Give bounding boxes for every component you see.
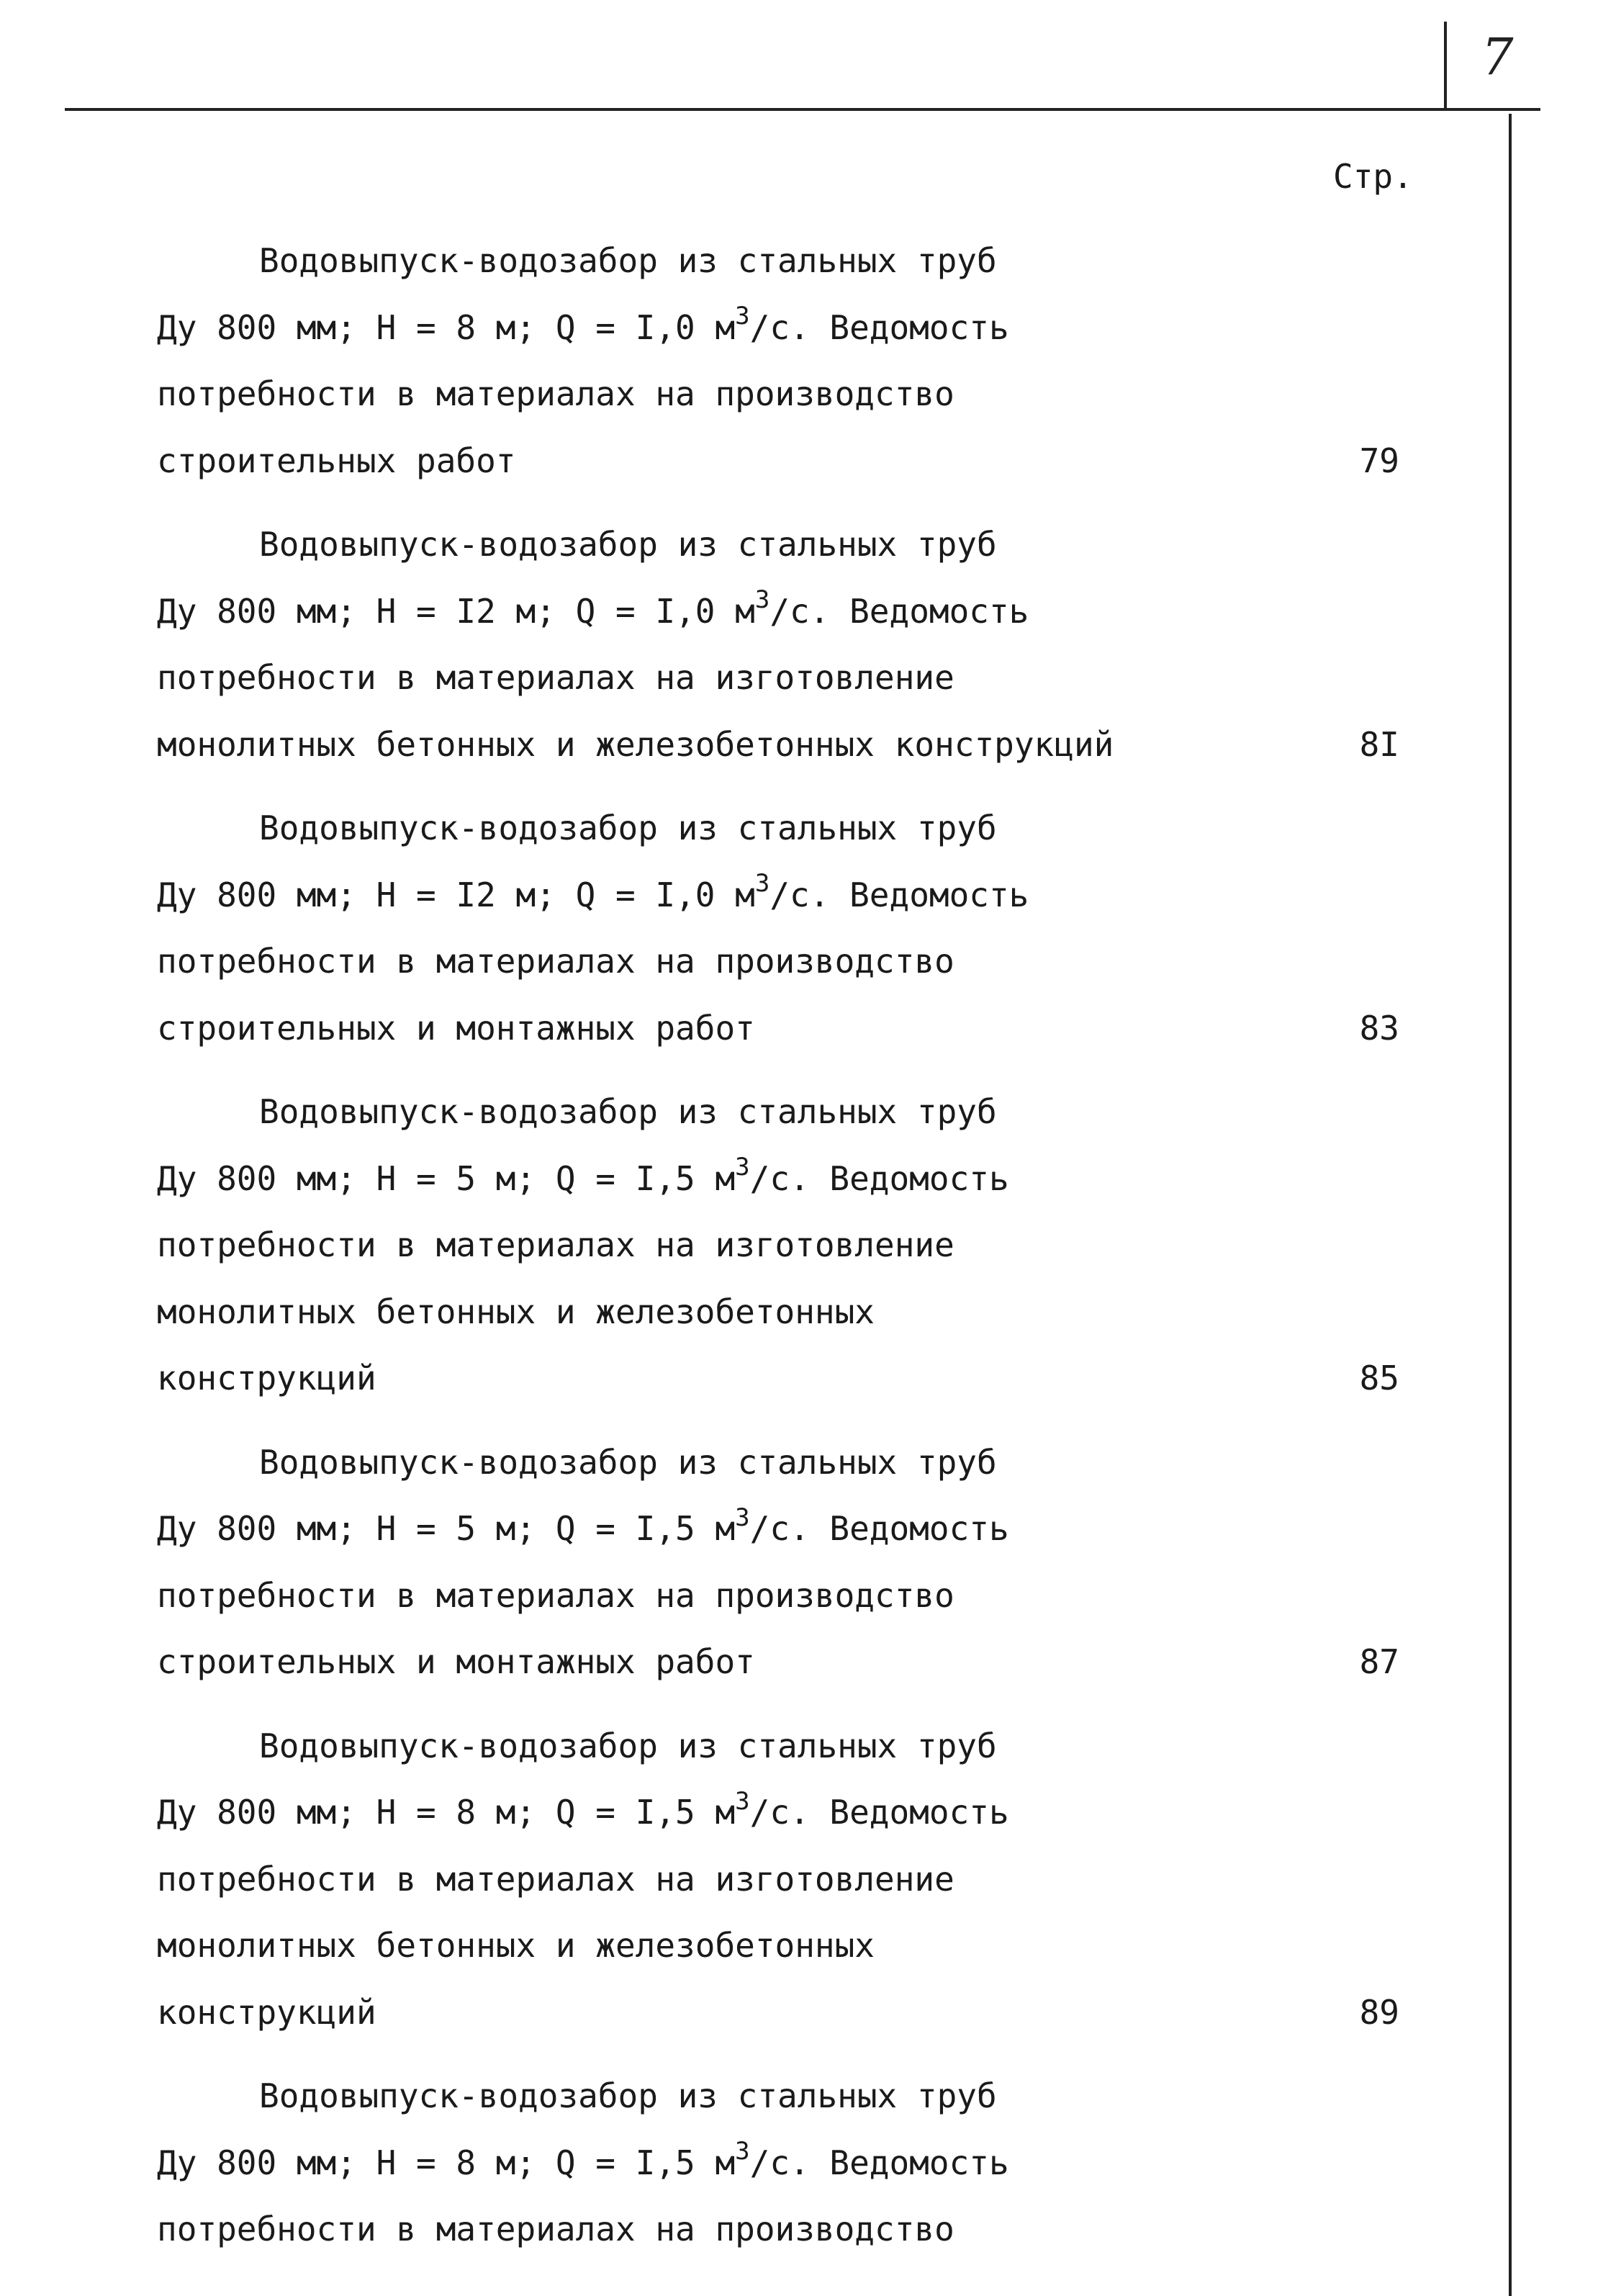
formula-text-tail: /с. Ведомость xyxy=(749,1793,1009,1832)
toc-entry-line: потребности в материалах на производство xyxy=(157,374,954,413)
right-frame-line xyxy=(1509,114,1512,2296)
unit-exponent: 3 xyxy=(735,1786,750,1816)
formula-text: Ду 800 мм; Н = 8 м; Q = I,5 м xyxy=(157,2143,736,2182)
toc-entry-line xyxy=(157,294,1438,361)
toc-entry-line: строительных и монтажных работ xyxy=(157,1642,755,1681)
toc-entry xyxy=(157,2063,1438,2263)
toc-entry xyxy=(157,511,1438,778)
formula-text-tail: /с. Ведомость xyxy=(769,591,1029,631)
toc-entry-line: Водовыпуск-водозабор из стальных труб xyxy=(259,1442,997,1482)
page-column-heading: Стр. xyxy=(1333,157,1413,196)
toc-entry xyxy=(157,1713,1438,2046)
unit-exponent: 3 xyxy=(735,1153,750,1182)
toc-entry-page-number: 79 xyxy=(1359,441,1399,480)
toc-entry-line: Водовыпуск-водозабор из стальных труб xyxy=(259,1092,997,1131)
formula-text-tail: /с. Ведомость xyxy=(769,875,1029,914)
page-number: 7 xyxy=(1481,27,1514,86)
toc-entry xyxy=(157,795,1438,1061)
table-of-contents xyxy=(157,228,1438,2280)
toc-entry-line: потребности в материалах на изготовление xyxy=(157,658,954,697)
toc-entry-line xyxy=(157,1145,1438,1212)
toc-entry-line: конструкций xyxy=(157,1992,376,2032)
toc-entry-line: строительных работ xyxy=(157,441,516,480)
toc-entry-line: монолитных бетонных и железобетонных xyxy=(157,1926,875,1965)
corner-frame-line xyxy=(1444,22,1447,109)
formula-text-tail: /с. Ведомость xyxy=(749,2143,1009,2182)
formula-text: Ду 800 мм; Н = 8 м; Q = I,0 м xyxy=(157,307,736,347)
toc-entry-line xyxy=(157,578,1438,645)
toc-entry-line: потребности в материалах на изготовление xyxy=(157,1225,954,1264)
toc-entry xyxy=(157,1429,1438,1696)
toc-entry-line: Водовыпуск-водозабор из стальных труб xyxy=(259,241,997,280)
toc-entry xyxy=(157,228,1438,494)
toc-entry xyxy=(157,1079,1438,1412)
toc-entry-line: конструкций xyxy=(157,1359,376,1397)
toc-entry-line xyxy=(157,862,1438,929)
toc-entry-line: потребности в материалах на производство xyxy=(157,1575,954,1615)
toc-entry-line: потребности в материалах на производство xyxy=(157,942,954,981)
toc-entry-line: строительных и монтажных работ xyxy=(157,1008,755,1048)
toc-entry-page-number: 89 xyxy=(1359,1992,1399,2032)
formula-text-tail: /с. Ведомость xyxy=(749,1158,1009,1198)
unit-exponent: 3 xyxy=(735,302,750,331)
toc-entry-line xyxy=(157,2130,1438,2197)
unit-exponent: 3 xyxy=(735,1503,750,1532)
toc-entry-line: потребности в материалах на изготовление xyxy=(157,1859,954,1899)
toc-entry-line xyxy=(157,1779,1438,1846)
formula-text: Ду 800 мм; Н = 8 м; Q = I,5 м xyxy=(157,1793,736,1832)
unit-exponent: 3 xyxy=(754,869,770,899)
toc-entry-line: монолитных бетонных и железобетонных конструкций xyxy=(157,724,1114,764)
formula-text-tail: /с. Ведомость xyxy=(749,307,1009,347)
formula-text: Ду 800 мм; Н = 5 м; Q = I,5 м xyxy=(157,1158,736,1198)
toc-entry-line: Водовыпуск-водозабор из стальных труб xyxy=(259,809,997,847)
toc-entry-page-number: 8I xyxy=(1359,724,1399,764)
toc-entry-page-number: 83 xyxy=(1359,1008,1399,1048)
toc-entry-page-number: 85 xyxy=(1359,1359,1399,1397)
formula-text-tail: /с. Ведомость xyxy=(749,1509,1009,1548)
formula-text: Ду 800 мм; Н = I2 м; Q = I,0 м xyxy=(157,591,755,631)
toc-entry-line: потребности в материалах на производство xyxy=(157,2210,954,2248)
toc-entry-line: монолитных бетонных и железобетонных xyxy=(157,1292,875,1331)
toc-entry-line: Водовыпуск-водозабор из стальных труб xyxy=(259,1726,997,1765)
toc-entry-line: Водовыпуск-водозабор из стальных труб xyxy=(259,2076,997,2115)
top-frame-line xyxy=(65,108,1540,111)
unit-exponent: 3 xyxy=(735,2137,750,2166)
toc-entry-line xyxy=(157,1495,1438,1562)
unit-exponent: 3 xyxy=(754,585,770,615)
formula-text: Ду 800 мм; Н = I2 м; Q = I,0 м xyxy=(157,875,755,914)
toc-entry-line: Водовыпуск-водозабор из стальных труб xyxy=(259,525,997,564)
toc-entry-page-number: 87 xyxy=(1359,1642,1399,1681)
formula-text: Ду 800 мм; Н = 5 м; Q = I,5 м xyxy=(157,1509,736,1548)
